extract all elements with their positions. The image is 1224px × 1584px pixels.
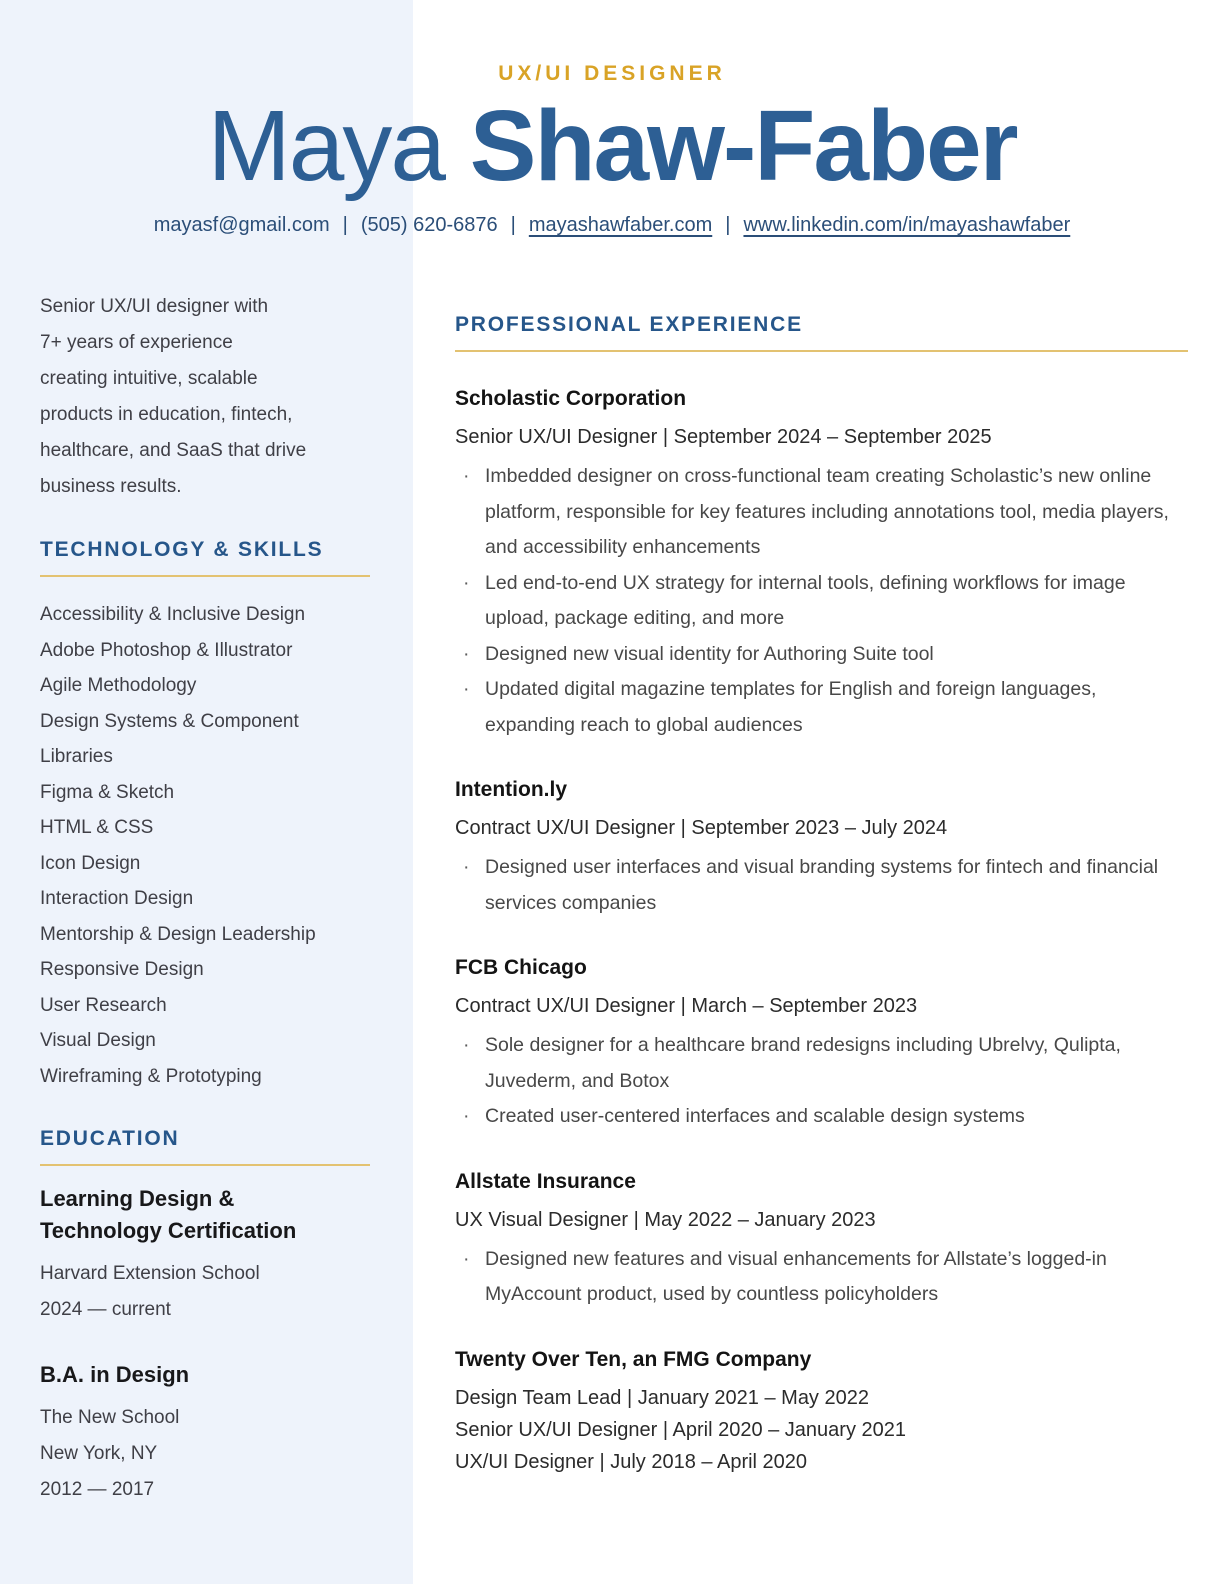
section-divider: [455, 350, 1188, 352]
summary-line: products in education, fintech,: [40, 404, 293, 425]
skill-item: Wireframing & Prototyping: [40, 1065, 262, 1087]
bullet-text: Designed new visual identity for Authoring Suite tool: [485, 642, 934, 665]
summary-line: Senior UX/UI designer with: [40, 296, 269, 317]
bullet-item: [455, 459, 1188, 566]
bullet-text: Created user-centered interfaces and scalable design systems: [485, 1105, 1025, 1127]
skill-item: Mentorship & Design Leadership: [40, 923, 316, 945]
summary-text: [40, 289, 370, 505]
bullet-marker: ·: [463, 856, 470, 878]
job-entry: [455, 1348, 1188, 1478]
bullet-marker: ·: [463, 678, 470, 700]
role-label: UX/UI DESIGNER: [498, 62, 726, 85]
role-line: Contract UX/UI Designer | September 2023 – July 2024: [455, 817, 948, 839]
summary-line: healthcare, and SaaS that drive: [40, 440, 307, 461]
last-name: Shaw-Faber: [469, 90, 1017, 202]
page-title: [0, 92, 1224, 200]
skill-item: Design Systems & Component Libraries: [40, 710, 299, 767]
experience-column: [455, 313, 1188, 1478]
company-name: Allstate Insurance: [455, 1169, 636, 1193]
skill-item: Visual Design: [40, 1030, 156, 1051]
bullet-list: [455, 1028, 1188, 1135]
bullet-item: [455, 566, 1188, 637]
section-divider: [40, 1164, 370, 1166]
company-name: Scholastic Corporation: [455, 387, 687, 410]
bullet-text: Designed new features and visual enhancements for Allstate’s logged-in MyAccount product, used by countless policyholders: [485, 1247, 1107, 1305]
bullet-text: Updated digital magazine templates for English and foreign languages, expanding reach to global audiences: [485, 678, 1097, 736]
bullet-text: Imbedded designer on cross-functional team creating Scholastic’s new online platform, responsible for key features including annotations tool, media players, and accessibility enhancements: [485, 465, 1169, 558]
section-divider: [40, 575, 370, 577]
degree-title: Learning Design & Technology Certification: [40, 1186, 297, 1243]
role-line: Design Team Lead | January 2021 – May 2022: [455, 1386, 869, 1409]
school-name: The New School: [40, 1407, 180, 1428]
skill-item: Agile Methodology: [40, 675, 197, 696]
summary-line: creating intuitive, scalable: [40, 368, 258, 389]
company-name: Twenty Over Ten, an FMG Company: [455, 1347, 812, 1371]
bullet-text: Sole designer for a healthcare brand redesigns including Ubrelvy, Qulipta, Juvederm, and Botox: [485, 1034, 1121, 1092]
degree-title: B.A. in Design: [40, 1362, 190, 1387]
bullet-list: [455, 850, 1188, 921]
company-name: Intention.ly: [455, 778, 567, 801]
website-link[interactable]: mayashawfaber.com: [528, 214, 713, 236]
bullet-marker: ·: [463, 1034, 470, 1056]
skill-item: HTML & CSS: [40, 817, 154, 838]
education-dates: 2024 — current: [40, 1299, 171, 1320]
school-location: New York, NY: [40, 1443, 158, 1464]
bullet-text: Led end-to-end UX strategy for internal tools, defining workflows for image upload, package editing, and more: [485, 571, 1126, 629]
job-entry: [455, 1170, 1188, 1313]
experience-section-heading: PROFESSIONAL EXPERIENCE: [455, 313, 803, 336]
bullet-list: [455, 459, 1188, 743]
skill-item: Interaction Design: [40, 888, 194, 909]
job-entry: [455, 778, 1188, 921]
bullet-list: [455, 1242, 1188, 1313]
bullet-marker: ·: [463, 1105, 470, 1127]
bullet-item: [455, 850, 1188, 921]
role-line: UX Visual Designer | May 2022 – January 2023: [455, 1208, 876, 1231]
bullet-marker: ·: [463, 571, 470, 594]
role-line: Senior UX/UI Designer | April 2020 – January 2021: [455, 1418, 907, 1441]
company-name: FCB Chicago: [455, 956, 587, 979]
education-section-heading: EDUCATION: [40, 1127, 180, 1150]
bullet-marker: ·: [463, 642, 470, 665]
header: [0, 0, 1224, 237]
bullet-item: [455, 1028, 1188, 1099]
summary-line: 7+ years of experience: [40, 332, 233, 353]
education-entry: [40, 1183, 370, 1328]
job-entry: [455, 956, 1188, 1135]
role-line: UX/UI Designer | July 2018 – April 2020: [455, 1450, 808, 1473]
bullet-text: Designed user interfaces and visual branding systems for fintech and financial services companies: [485, 856, 1159, 914]
job-entry: [455, 387, 1188, 743]
contact-separator: |: [510, 214, 516, 236]
contact-bar: [0, 214, 1224, 237]
skill-item: Accessibility & Inclusive Design: [40, 604, 306, 625]
skill-item: Adobe Photoshop & Illustrator: [40, 639, 293, 661]
bullet-item: [455, 637, 1188, 673]
contact-separator: |: [725, 214, 731, 236]
sidebar: [40, 289, 370, 1508]
education-entry: [40, 1359, 370, 1508]
skill-item: Figma & Sketch: [40, 781, 175, 803]
skill-item: User Research: [40, 994, 167, 1016]
bullet-item: [455, 1242, 1188, 1313]
contact-separator: |: [342, 214, 348, 236]
first-name: Maya: [207, 90, 470, 202]
skill-item: Icon Design: [40, 852, 141, 874]
education-dates: 2012 — 2017: [40, 1479, 155, 1500]
bullet-marker: ·: [463, 1247, 470, 1270]
role-line: Senior UX/UI Designer | September 2024 – September 2025: [455, 426, 992, 448]
bullet-item: [455, 672, 1188, 743]
skills-list: [40, 597, 370, 1094]
role-line: Contract UX/UI Designer | March – September 2023: [455, 995, 918, 1017]
contact-email: mayasf@gmail.com: [153, 214, 330, 236]
contact-phone: (505) 620-6876: [360, 214, 498, 236]
linkedin-link[interactable]: www.linkedin.com/in/mayashawfaber: [743, 214, 1071, 236]
summary-line: business results.: [40, 476, 182, 497]
bullet-item: [455, 1099, 1188, 1135]
bullet-marker: ·: [463, 465, 470, 487]
skills-section-heading: TECHNOLOGY & SKILLS: [40, 538, 324, 561]
school-name: Harvard Extension School: [40, 1263, 260, 1284]
skill-item: Responsive Design: [40, 959, 204, 980]
